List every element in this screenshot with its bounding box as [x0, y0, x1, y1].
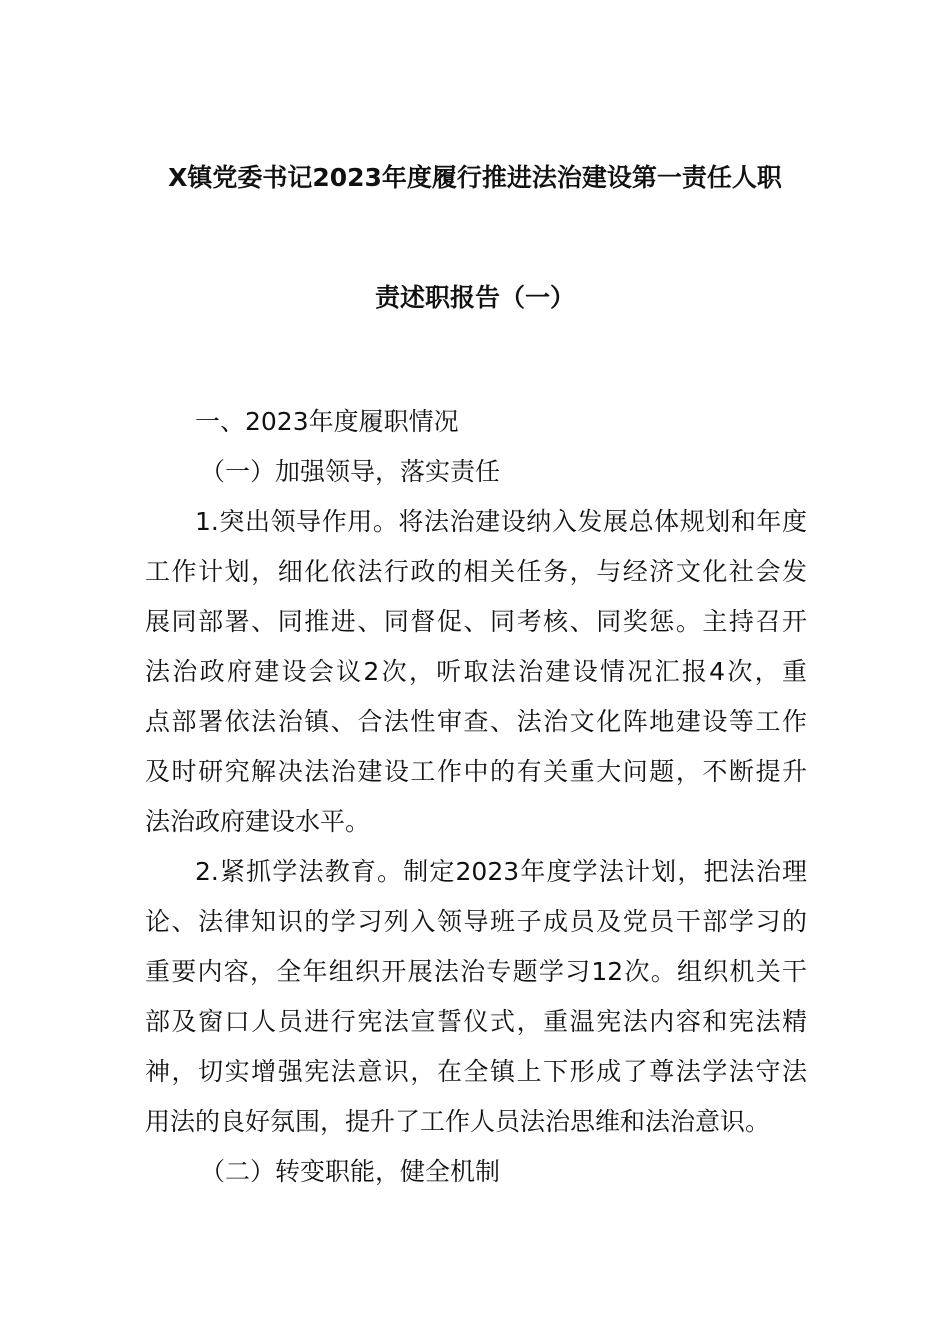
paragraph-1-line-5: 点部署依法治镇、合法性审查、法治文化阵地建设等工作 — [145, 707, 807, 736]
paragraph-2-line-2: 论、法律知识的学习列入领导班子成员及党员干部学习的 — [145, 907, 807, 936]
paragraph-2-line-4: 部及窗口人员进行宪法宣誓仪式，重温宪法内容和宪法精 — [145, 1007, 807, 1036]
paragraph-1-line-1: 1.突出领导作用。将法治建设纳入发展总体规划和年度 — [195, 507, 807, 536]
document-title-line-2: 责述职报告（一） — [374, 283, 575, 312]
subsection-heading-1: （一）加强领导，落实责任 — [200, 457, 501, 486]
paragraph-1-line-2: 工作计划，细化依法行政的相关任务，与经济文化社会发 — [145, 557, 807, 586]
paragraph-1-line-3: 展同部署、同推进、同督促、同考核、同奖惩。主持召开 — [145, 607, 807, 636]
subsection-heading-2: （二）转变职能，健全机制 — [200, 1157, 501, 1186]
paragraph-2-line-5: 神，切实增强宪法意识，在全镇上下形成了尊法学法守法 — [145, 1057, 807, 1086]
section-heading-1: 一、2023年度履职情况 — [195, 407, 459, 436]
document-title-line-1: X镇党委书记2023年度履行推进法治建设第一责任人职 — [168, 163, 782, 192]
paragraph-2-line-1: 2.紧抓学法教育。制定2023年度学法计划，把法治理 — [195, 857, 807, 886]
paragraph-2-line-6: 用法的良好氛围，提升了工作人员法治思维和法治意识。 — [145, 1107, 771, 1136]
paragraph-2-line-3: 重要内容，全年组织开展法治专题学习12次。组织机关干 — [145, 957, 807, 986]
paragraph-1-line-6: 及时研究解决法治建设工作中的有关重大问题，不断提升 — [145, 757, 807, 786]
paragraph-1-line-7: 法治政府建设水平。 — [145, 807, 371, 836]
paragraph-1-line-4: 法治政府建设会议2次，听取法治建设情况汇报4次，重 — [145, 657, 807, 686]
